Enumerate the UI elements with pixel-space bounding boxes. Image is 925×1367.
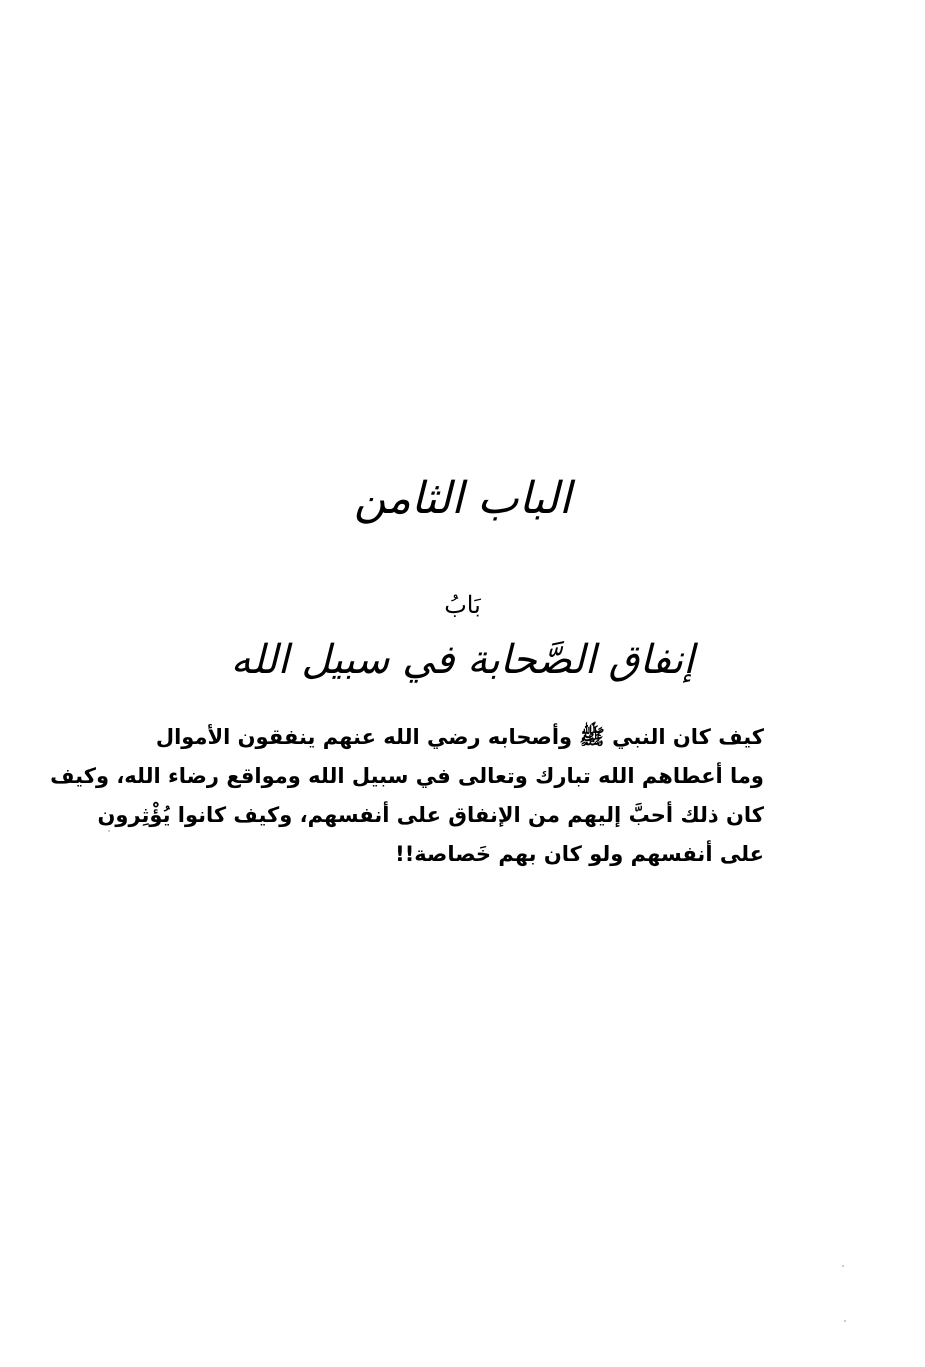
scan-speck [842,1265,844,1267]
intro-line: على أنفسهم ولو كان بهم خَصاصة!! [395,842,764,866]
intro-paragraph [50,718,764,874]
scan-speck [844,1320,846,1322]
section-label: بَابُ [444,591,481,619]
section-title: إنفاق الصَّحابة في سبيل الله [230,637,695,683]
chapter-heading: الباب الثامن [353,473,572,524]
intro-line: كيف كان النبي ﷺ وأصحابه رضي الله عنهم ينفقون الأموال [155,725,764,749]
intro-line: كان ذلك أحبَّ إليهم من الإنفاق على أنفسهم، وكيف كانوا يُؤْثِرون [97,803,764,827]
scan-speck [108,830,110,832]
intro-line: وما أعطاهم الله تبارك وتعالى في سبيل الله ومواقع رضاء الله، وكيف [50,764,764,788]
